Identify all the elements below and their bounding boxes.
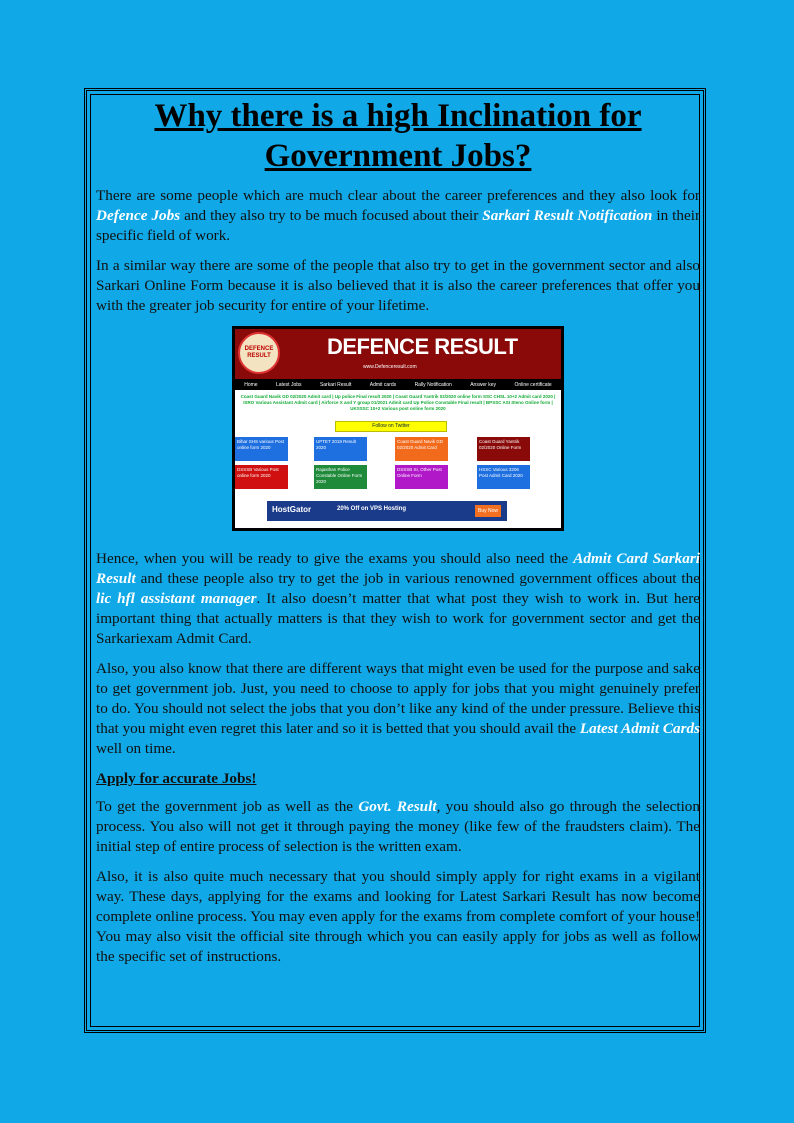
paragraph-6: Also, it is also quite much necessary that you should simply apply for right exams in a vigilant way. These days, applying for the exams and looking for Latest Sarkari Result has now become complete online process. You may even apply for the exams from complete comfort of your house! You may also visit the official site through which you can easily apply for jobs as well as follow the specific set of instructions. [96, 868, 700, 965]
nav-item: Home [244, 381, 258, 388]
site-nav [235, 379, 561, 390]
nav-item: Sarkari Result [319, 381, 352, 388]
tile: UPTET 2019 Result 2020 [314, 437, 367, 461]
paragraph-1 [96, 186, 700, 246]
text: , you should also go through the selection process. You also will not get it through paying the money (like few of the fraudsters claim). The initial step of entire process of selection is the written exam. [96, 798, 700, 855]
ad-brand: HostGator [272, 505, 312, 514]
nav-item: Rally Notification [414, 381, 452, 388]
text: Also, you also know that there are different ways that might even be used for the purpose and sake to get government job. Just, you need to choose to apply for jobs that you might genuinely prefer to do. You should not select the jobs that you don’t like any kind of the under pressure. Believe this that you might even regret this later and so it is betted that you should avail the [96, 660, 700, 737]
hostgator-ad [267, 501, 507, 521]
nav-item: Admit cards [369, 381, 397, 388]
site-logo: DEFENCE RESULT [238, 332, 280, 374]
nav-item: Answer key [470, 381, 497, 388]
link-admit-card-sarkari-result[interactable]: Admit Card Sarkari Result [96, 550, 700, 587]
paragraph-2: In a similar way there are some of the people that also try to get in the government sector and also Sarkari Online Form because it is also believed that it is also the career preferences that offer you with the greater job security for entire of your lifetime. [96, 257, 700, 314]
paragraph-5 [96, 797, 700, 857]
page-title: Why there is a high Inclination for Government Jobs? [154, 98, 642, 174]
section-heading: Apply for accurate Jobs! [96, 770, 257, 787]
tile: Rajasthan Police Constable Online Form 2020 [314, 465, 367, 489]
tile: Bihar SHS various Post online form 2020 [235, 437, 288, 461]
follow-twitter: Follow on Twitter [335, 421, 447, 432]
site-title: DEFENCE RESULT [327, 334, 518, 359]
nav-item: Online certificate [514, 381, 552, 388]
link-lic-hfl-assistant-manager[interactable]: lic hfl assistant manager [96, 590, 257, 607]
link-sarkari-result-notification[interactable]: Sarkari Result Notification [482, 207, 653, 224]
site-url: www.Defenceresult.com [363, 364, 417, 370]
ad-buy-button: Buy Now [475, 505, 501, 517]
text: To get the government job as well as the [96, 798, 359, 815]
nav-item: Latest Jobs [275, 381, 302, 388]
ad-offer: 20% Off on VPS Hosting [337, 506, 407, 512]
text: in their specific field of work. [96, 207, 700, 244]
link-latest-admit-cards[interactable]: Latest Admit Cards [579, 720, 700, 737]
defence-result-screenshot [232, 326, 564, 531]
link-defence-jobs[interactable]: Defence Jobs [96, 207, 181, 224]
tile: DSSSB SI, Other Post Online Form [395, 465, 448, 489]
text: Hence, when you will be ready to give the exams you should also need the [96, 550, 574, 567]
text: well on time. [96, 740, 176, 757]
text: . It also doesn’t matter that what post they wish to work in. But here important thing that actually matters is that they wish to work for government sector and get the Sarkariexam Admit Card. [96, 590, 700, 647]
paragraph-3 [96, 549, 700, 649]
text: There are some people which are much clear about the career preferences and they also look for [96, 187, 700, 204]
tile: DSSSB Various Post online form 2020 [235, 465, 288, 489]
text: and these people also try to get the job in various renowned government offices about the [135, 570, 700, 587]
link-govt-result[interactable]: Govt. Result [358, 798, 437, 815]
site-banner [235, 329, 561, 379]
text: and they also try to be much focused about their [180, 207, 483, 224]
tile: HSSC Various 3206 Post Admit Card 2020 [477, 465, 530, 489]
paragraph-4 [96, 659, 700, 759]
tile: Coast Guard Yantrik 02/2020 Online Form [477, 437, 530, 461]
tile: Coast Guard Navik GD 02/2020 Admit Card [395, 437, 448, 461]
article [96, 96, 700, 977]
news-ticker: Coast Guard Navik GD 02/2020 Admit card | Up police Final result 2020 | Coast Guard Yantrik 02/2020 online form SSC CHSL 10+2 Admit card 2020 | ISRO Various Assistant Admit card | Airforce X and Y group 01/2021 Admit card Up Police Constable Final result | BPSSC ASI Steno Online form | UKSSSC 10+2 Various post online form 2020 [240, 394, 556, 411]
